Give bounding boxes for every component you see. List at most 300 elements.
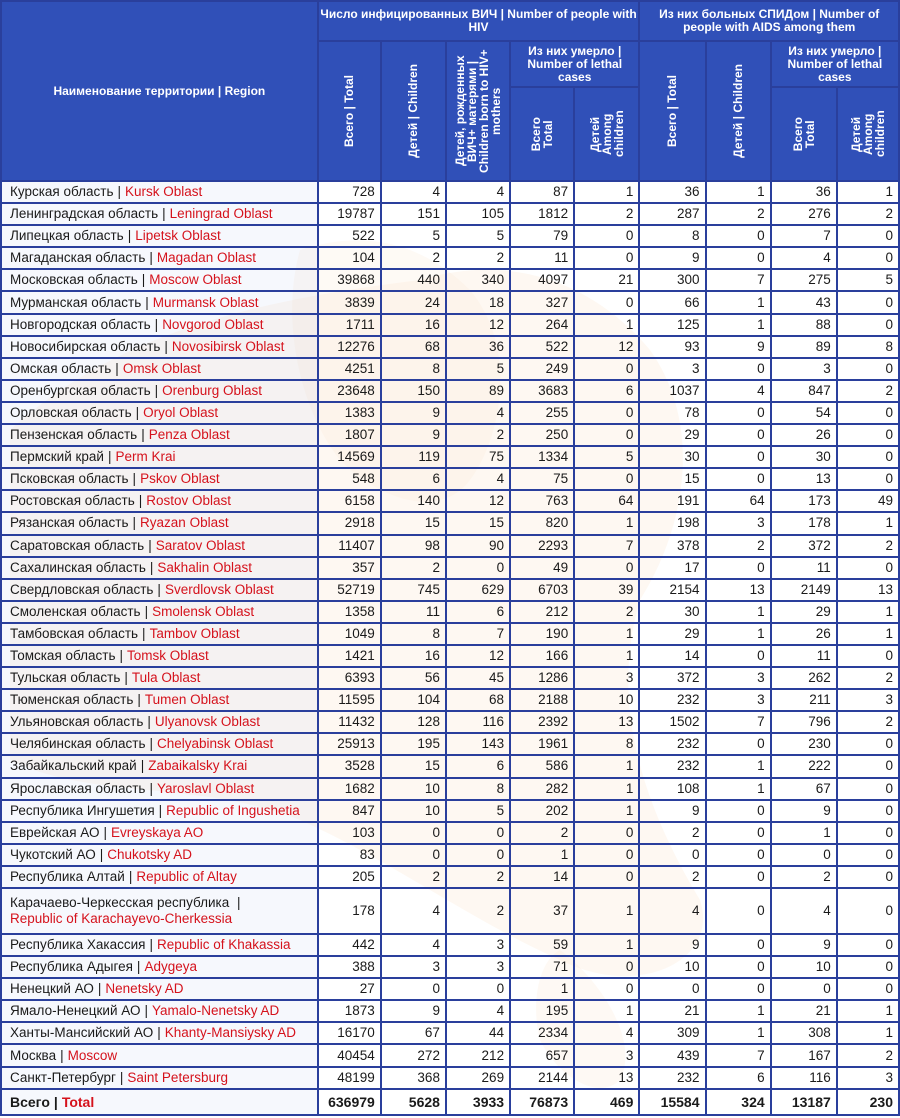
data-cell: 4 (446, 402, 510, 424)
data-cell: 3 (706, 512, 771, 534)
data-cell: 9 (639, 934, 705, 956)
data-cell: 178 (318, 888, 381, 934)
data-cell: 2 (446, 866, 510, 888)
data-cell: 264 (510, 314, 574, 336)
hiv-children-header: Детей | Children (381, 41, 446, 181)
data-cell: 66 (639, 291, 705, 313)
table-row (1, 1067, 899, 1089)
data-cell: 9 (771, 800, 837, 822)
data-cell: 1 (837, 181, 899, 203)
data-cell: 9 (771, 934, 837, 956)
table-row (1, 934, 899, 956)
data-cell: 439 (639, 1044, 705, 1066)
data-cell: 6393 (318, 667, 381, 689)
table-row (1, 667, 899, 689)
data-cell: 0 (837, 978, 899, 1000)
data-cell: 0 (706, 844, 771, 866)
region-name: Сахалинская область | Sakhalin Oblast (1, 557, 318, 579)
data-cell: 143 (446, 733, 510, 755)
data-cell: 1049 (318, 623, 381, 645)
data-cell: 12 (446, 314, 510, 336)
data-cell: 64 (706, 490, 771, 512)
table-row (1, 778, 899, 800)
table-body (1, 181, 899, 1089)
data-cell: 4251 (318, 358, 381, 380)
data-cell: 6 (381, 468, 446, 490)
data-cell: 40454 (318, 1044, 381, 1066)
data-cell: 0 (574, 844, 639, 866)
data-cell: 10 (381, 778, 446, 800)
data-cell: 262 (771, 667, 837, 689)
data-cell: 6 (446, 755, 510, 777)
region-name: Пермский край | Perm Krai (1, 446, 318, 468)
data-cell: 0 (574, 402, 639, 424)
aids-children-header: Детей | Children (706, 41, 771, 181)
table-row (1, 424, 899, 446)
data-cell: 0 (837, 956, 899, 978)
table-row (1, 601, 899, 623)
table-row (1, 711, 899, 733)
data-cell: 1 (837, 1022, 899, 1044)
data-cell: 3 (837, 1067, 899, 1089)
hiv-group-header: Число инфицированных ВИЧ | Number of people with HIV (318, 1, 640, 41)
data-cell: 104 (318, 247, 381, 269)
data-cell: 250 (510, 424, 574, 446)
region-name: Курская область | Kursk Oblast (1, 181, 318, 203)
data-cell: 9 (381, 1000, 446, 1022)
data-cell: 3 (574, 1044, 639, 1066)
data-cell: 820 (510, 512, 574, 534)
data-cell: 0 (837, 755, 899, 777)
table-row (1, 269, 899, 291)
data-cell: 300 (639, 269, 705, 291)
data-cell: 54 (771, 402, 837, 424)
data-cell: 36 (639, 181, 705, 203)
data-cell: 847 (318, 800, 381, 822)
data-cell: 372 (771, 535, 837, 557)
data-cell: 6703 (510, 579, 574, 601)
data-cell: 0 (837, 866, 899, 888)
data-cell: 1 (574, 1000, 639, 1022)
data-cell: 212 (446, 1044, 510, 1066)
data-cell: 9 (381, 402, 446, 424)
data-cell: 12 (574, 336, 639, 358)
data-cell: 0 (574, 822, 639, 844)
data-cell: 36 (771, 181, 837, 203)
region-name: Карачаево-Черкесская республика | Republic of Karachayevo-Cherkessia (1, 888, 318, 934)
total-cell: 76873 (510, 1089, 574, 1115)
data-cell: 1334 (510, 446, 574, 468)
data-cell: 19787 (318, 203, 381, 225)
data-cell: 1 (574, 645, 639, 667)
data-cell: 202 (510, 800, 574, 822)
data-cell: 2 (639, 866, 705, 888)
table-row (1, 623, 899, 645)
data-cell: 44 (446, 1022, 510, 1044)
data-cell: 14569 (318, 446, 381, 468)
data-cell: 67 (771, 778, 837, 800)
data-cell: 0 (574, 468, 639, 490)
data-cell: 7 (706, 1044, 771, 1066)
data-cell: 309 (639, 1022, 705, 1044)
table-row (1, 446, 899, 468)
data-cell: 49 (837, 490, 899, 512)
data-cell: 522 (510, 336, 574, 358)
data-cell: 21 (639, 1000, 705, 1022)
data-cell: 103 (318, 822, 381, 844)
data-cell: 56 (381, 667, 446, 689)
data-cell: 1 (706, 601, 771, 623)
data-cell: 9 (381, 424, 446, 446)
table-row (1, 1022, 899, 1044)
data-cell: 3 (837, 689, 899, 711)
data-cell: 30 (639, 446, 705, 468)
data-cell: 1421 (318, 645, 381, 667)
data-cell: 272 (381, 1044, 446, 1066)
data-cell: 0 (706, 424, 771, 446)
region-name: Ульяновская область | Ulyanovsk Oblast (1, 711, 318, 733)
data-cell: 75 (510, 468, 574, 490)
data-cell: 0 (837, 468, 899, 490)
data-cell: 89 (446, 380, 510, 402)
data-cell: 1 (574, 314, 639, 336)
data-cell: 2 (706, 203, 771, 225)
data-cell: 0 (706, 645, 771, 667)
data-cell: 5 (381, 225, 446, 247)
table-row (1, 645, 899, 667)
data-cell: 13 (837, 579, 899, 601)
data-cell: 0 (574, 424, 639, 446)
data-cell: 1 (574, 800, 639, 822)
table-row (1, 978, 899, 1000)
table-row (1, 402, 899, 424)
data-cell: 59 (510, 934, 574, 956)
aids-total-header: Всего | Total (639, 41, 705, 181)
data-cell: 0 (837, 888, 899, 934)
data-cell: 78 (639, 402, 705, 424)
data-cell: 87 (510, 181, 574, 203)
data-cell: 15 (381, 512, 446, 534)
data-cell: 1358 (318, 601, 381, 623)
region-name: Новгородская область | Novgorod Oblast (1, 314, 318, 336)
data-cell: 1 (574, 755, 639, 777)
table-row (1, 490, 899, 512)
data-cell: 1 (574, 888, 639, 934)
data-cell: 0 (706, 800, 771, 822)
data-cell: 5 (837, 269, 899, 291)
data-cell: 15 (381, 755, 446, 777)
region-name: Мурманская область | Murmansk Oblast (1, 291, 318, 313)
data-cell: 0 (706, 888, 771, 934)
hiv-lethal-children-header: Детей Among children (574, 87, 639, 181)
data-cell: 0 (706, 557, 771, 579)
data-cell: 15 (446, 512, 510, 534)
total-cell: 13187 (771, 1089, 837, 1115)
data-cell: 104 (381, 689, 446, 711)
data-cell: 0 (446, 844, 510, 866)
data-cell: 83 (318, 844, 381, 866)
data-cell: 1286 (510, 667, 574, 689)
data-cell: 368 (381, 1067, 446, 1089)
region-name: Липецкая область | Lipetsk Oblast (1, 225, 318, 247)
data-cell: 0 (381, 822, 446, 844)
region-name: Ямало-Ненецкий АО | Yamalo-Nenetsky AD (1, 1000, 318, 1022)
region-name: Ростовская область | Rostov Oblast (1, 490, 318, 512)
data-cell: 1812 (510, 203, 574, 225)
data-cell: 763 (510, 490, 574, 512)
region-name: Ханты-Мансийский АО | Khanty-Mansiysky AD (1, 1022, 318, 1044)
data-cell: 1 (574, 181, 639, 203)
data-cell: 4 (446, 1000, 510, 1022)
data-cell: 3528 (318, 755, 381, 777)
data-cell: 116 (446, 711, 510, 733)
data-cell: 0 (706, 934, 771, 956)
region-name: Чукотский АО | Chukotsky AD (1, 844, 318, 866)
data-cell: 8 (574, 733, 639, 755)
data-cell: 0 (837, 358, 899, 380)
data-cell: 0 (837, 446, 899, 468)
table-row (1, 822, 899, 844)
data-cell: 125 (639, 314, 705, 336)
data-cell: 2 (837, 380, 899, 402)
data-cell: 195 (510, 1000, 574, 1022)
data-cell: 29 (639, 623, 705, 645)
data-cell: 13 (574, 711, 639, 733)
total-cell: 324 (706, 1089, 771, 1115)
data-cell: 68 (446, 689, 510, 711)
region-name: Челябинская область | Chelyabinsk Oblast (1, 733, 318, 755)
region-name: Тамбовская область | Tambov Oblast (1, 623, 318, 645)
data-cell: 1 (706, 1022, 771, 1044)
region-name: Республика Хакассия | Republic of Khakassia (1, 934, 318, 956)
data-cell: 5 (446, 358, 510, 380)
region-name: Новосибирская область | Novosibirsk Oblast (1, 336, 318, 358)
data-cell: 14 (510, 866, 574, 888)
data-cell: 1 (574, 512, 639, 534)
data-cell: 0 (837, 844, 899, 866)
data-cell: 93 (639, 336, 705, 358)
total-cell: 3933 (446, 1089, 510, 1115)
table-row (1, 380, 899, 402)
data-cell: 378 (639, 535, 705, 557)
data-cell: 1961 (510, 733, 574, 755)
data-cell: 1 (706, 291, 771, 313)
data-cell: 5 (446, 800, 510, 822)
data-cell: 10 (381, 800, 446, 822)
data-cell: 11595 (318, 689, 381, 711)
table-row (1, 291, 899, 313)
data-cell: 4 (574, 1022, 639, 1044)
table-row (1, 336, 899, 358)
data-cell: 18 (446, 291, 510, 313)
data-cell: 0 (706, 733, 771, 755)
data-cell: 4 (446, 468, 510, 490)
data-cell: 25913 (318, 733, 381, 755)
data-cell: 10 (771, 956, 837, 978)
data-cell: 1 (706, 778, 771, 800)
data-cell: 90 (446, 535, 510, 557)
data-cell: 0 (706, 866, 771, 888)
data-cell: 119 (381, 446, 446, 468)
data-cell: 2149 (771, 579, 837, 601)
region-name: Республика Алтай | Republic of Altay (1, 866, 318, 888)
data-cell: 3839 (318, 291, 381, 313)
data-cell: 230 (771, 733, 837, 755)
data-cell: 68 (381, 336, 446, 358)
data-cell: 232 (639, 689, 705, 711)
data-cell: 2154 (639, 579, 705, 601)
data-cell: 36 (446, 336, 510, 358)
table-row (1, 203, 899, 225)
data-cell: 48199 (318, 1067, 381, 1089)
data-cell: 1 (706, 623, 771, 645)
data-cell: 2144 (510, 1067, 574, 1089)
data-cell: 2 (446, 247, 510, 269)
data-cell: 4 (771, 888, 837, 934)
data-cell: 2918 (318, 512, 381, 534)
region-name: Саратовская область | Saratov Oblast (1, 535, 318, 557)
data-cell: 166 (510, 645, 574, 667)
region-name: Оренбургская область | Orenburg Oblast (1, 380, 318, 402)
data-cell: 0 (446, 557, 510, 579)
data-cell: 232 (639, 755, 705, 777)
data-cell: 6158 (318, 490, 381, 512)
data-cell: 0 (706, 247, 771, 269)
total-row (1, 1089, 899, 1115)
data-cell: 0 (381, 844, 446, 866)
table-row (1, 468, 899, 490)
data-cell: 45 (446, 667, 510, 689)
total-cell: 15584 (639, 1089, 705, 1115)
data-cell: 16 (381, 645, 446, 667)
region-name: Томская область | Tomsk Oblast (1, 645, 318, 667)
data-cell: 327 (510, 291, 574, 313)
data-cell: 440 (381, 269, 446, 291)
data-cell: 2 (510, 822, 574, 844)
data-cell: 847 (771, 380, 837, 402)
region-name: Омская область | Omsk Oblast (1, 358, 318, 380)
table-row (1, 800, 899, 822)
data-cell: 4 (446, 181, 510, 203)
data-cell: 88 (771, 314, 837, 336)
data-cell: 23648 (318, 380, 381, 402)
data-cell: 3 (446, 934, 510, 956)
data-cell: 2 (837, 203, 899, 225)
data-cell: 2 (446, 888, 510, 934)
data-cell: 9 (706, 336, 771, 358)
data-cell: 232 (639, 733, 705, 755)
data-cell: 67 (381, 1022, 446, 1044)
data-cell: 0 (639, 844, 705, 866)
data-cell: 0 (837, 557, 899, 579)
data-cell: 0 (837, 402, 899, 424)
data-cell: 269 (446, 1067, 510, 1089)
data-cell: 105 (446, 203, 510, 225)
data-cell: 0 (837, 225, 899, 247)
data-cell: 0 (574, 225, 639, 247)
data-cell: 2 (381, 247, 446, 269)
data-cell: 0 (446, 978, 510, 1000)
data-cell: 3 (639, 358, 705, 380)
region-name: Орловская область | Oryol Oblast (1, 402, 318, 424)
data-cell: 0 (706, 822, 771, 844)
data-cell: 0 (837, 733, 899, 755)
table-row (1, 225, 899, 247)
table-row (1, 579, 899, 601)
data-cell: 1 (574, 623, 639, 645)
data-cell: 39 (574, 579, 639, 601)
data-cell: 308 (771, 1022, 837, 1044)
data-cell: 0 (446, 822, 510, 844)
data-cell: 12 (446, 490, 510, 512)
data-cell: 52719 (318, 579, 381, 601)
table-row (1, 1000, 899, 1022)
data-cell: 8 (381, 358, 446, 380)
data-cell: 4 (381, 181, 446, 203)
data-cell: 282 (510, 778, 574, 800)
data-cell: 1711 (318, 314, 381, 336)
data-cell: 116 (771, 1067, 837, 1089)
data-cell: 548 (318, 468, 381, 490)
data-cell: 0 (574, 557, 639, 579)
data-cell: 0 (706, 225, 771, 247)
data-cell: 0 (771, 978, 837, 1000)
data-cell: 8 (446, 778, 510, 800)
hiv-lethal-total-header: Всего Total (510, 87, 574, 181)
data-cell: 1682 (318, 778, 381, 800)
data-cell: 10 (639, 956, 705, 978)
aids-lethal-children-header: Детей Among children (837, 87, 899, 181)
data-cell: 1 (837, 512, 899, 534)
table-row (1, 844, 899, 866)
data-cell: 198 (639, 512, 705, 534)
data-cell: 1 (837, 623, 899, 645)
data-cell: 205 (318, 866, 381, 888)
data-cell: 0 (837, 778, 899, 800)
data-cell: 0 (837, 247, 899, 269)
data-cell: 232 (639, 1067, 705, 1089)
data-cell: 1 (574, 934, 639, 956)
data-cell: 796 (771, 711, 837, 733)
data-cell: 3 (706, 689, 771, 711)
table-row (1, 535, 899, 557)
table-row (1, 755, 899, 777)
data-cell: 0 (706, 446, 771, 468)
data-cell: 17 (639, 557, 705, 579)
data-cell: 4 (706, 380, 771, 402)
table-row (1, 247, 899, 269)
data-cell: 108 (639, 778, 705, 800)
total-cell: 469 (574, 1089, 639, 1115)
data-cell: 4097 (510, 269, 574, 291)
data-cell: 0 (771, 844, 837, 866)
region-name: Псковская область | Pskov Oblast (1, 468, 318, 490)
data-cell: 8 (639, 225, 705, 247)
data-cell: 8 (381, 623, 446, 645)
data-cell: 212 (510, 601, 574, 623)
total-cell: 230 (837, 1089, 899, 1115)
data-cell: 64 (574, 490, 639, 512)
region-name: Санкт-Петербург | Saint Petersburg (1, 1067, 318, 1089)
data-cell: 287 (639, 203, 705, 225)
data-cell: 1502 (639, 711, 705, 733)
data-cell: 0 (837, 822, 899, 844)
data-cell: 1 (706, 1000, 771, 1022)
data-cell: 6 (706, 1067, 771, 1089)
data-cell: 2 (706, 535, 771, 557)
data-cell: 7 (706, 269, 771, 291)
aids-lethal-total-header: Всего Total (771, 87, 837, 181)
